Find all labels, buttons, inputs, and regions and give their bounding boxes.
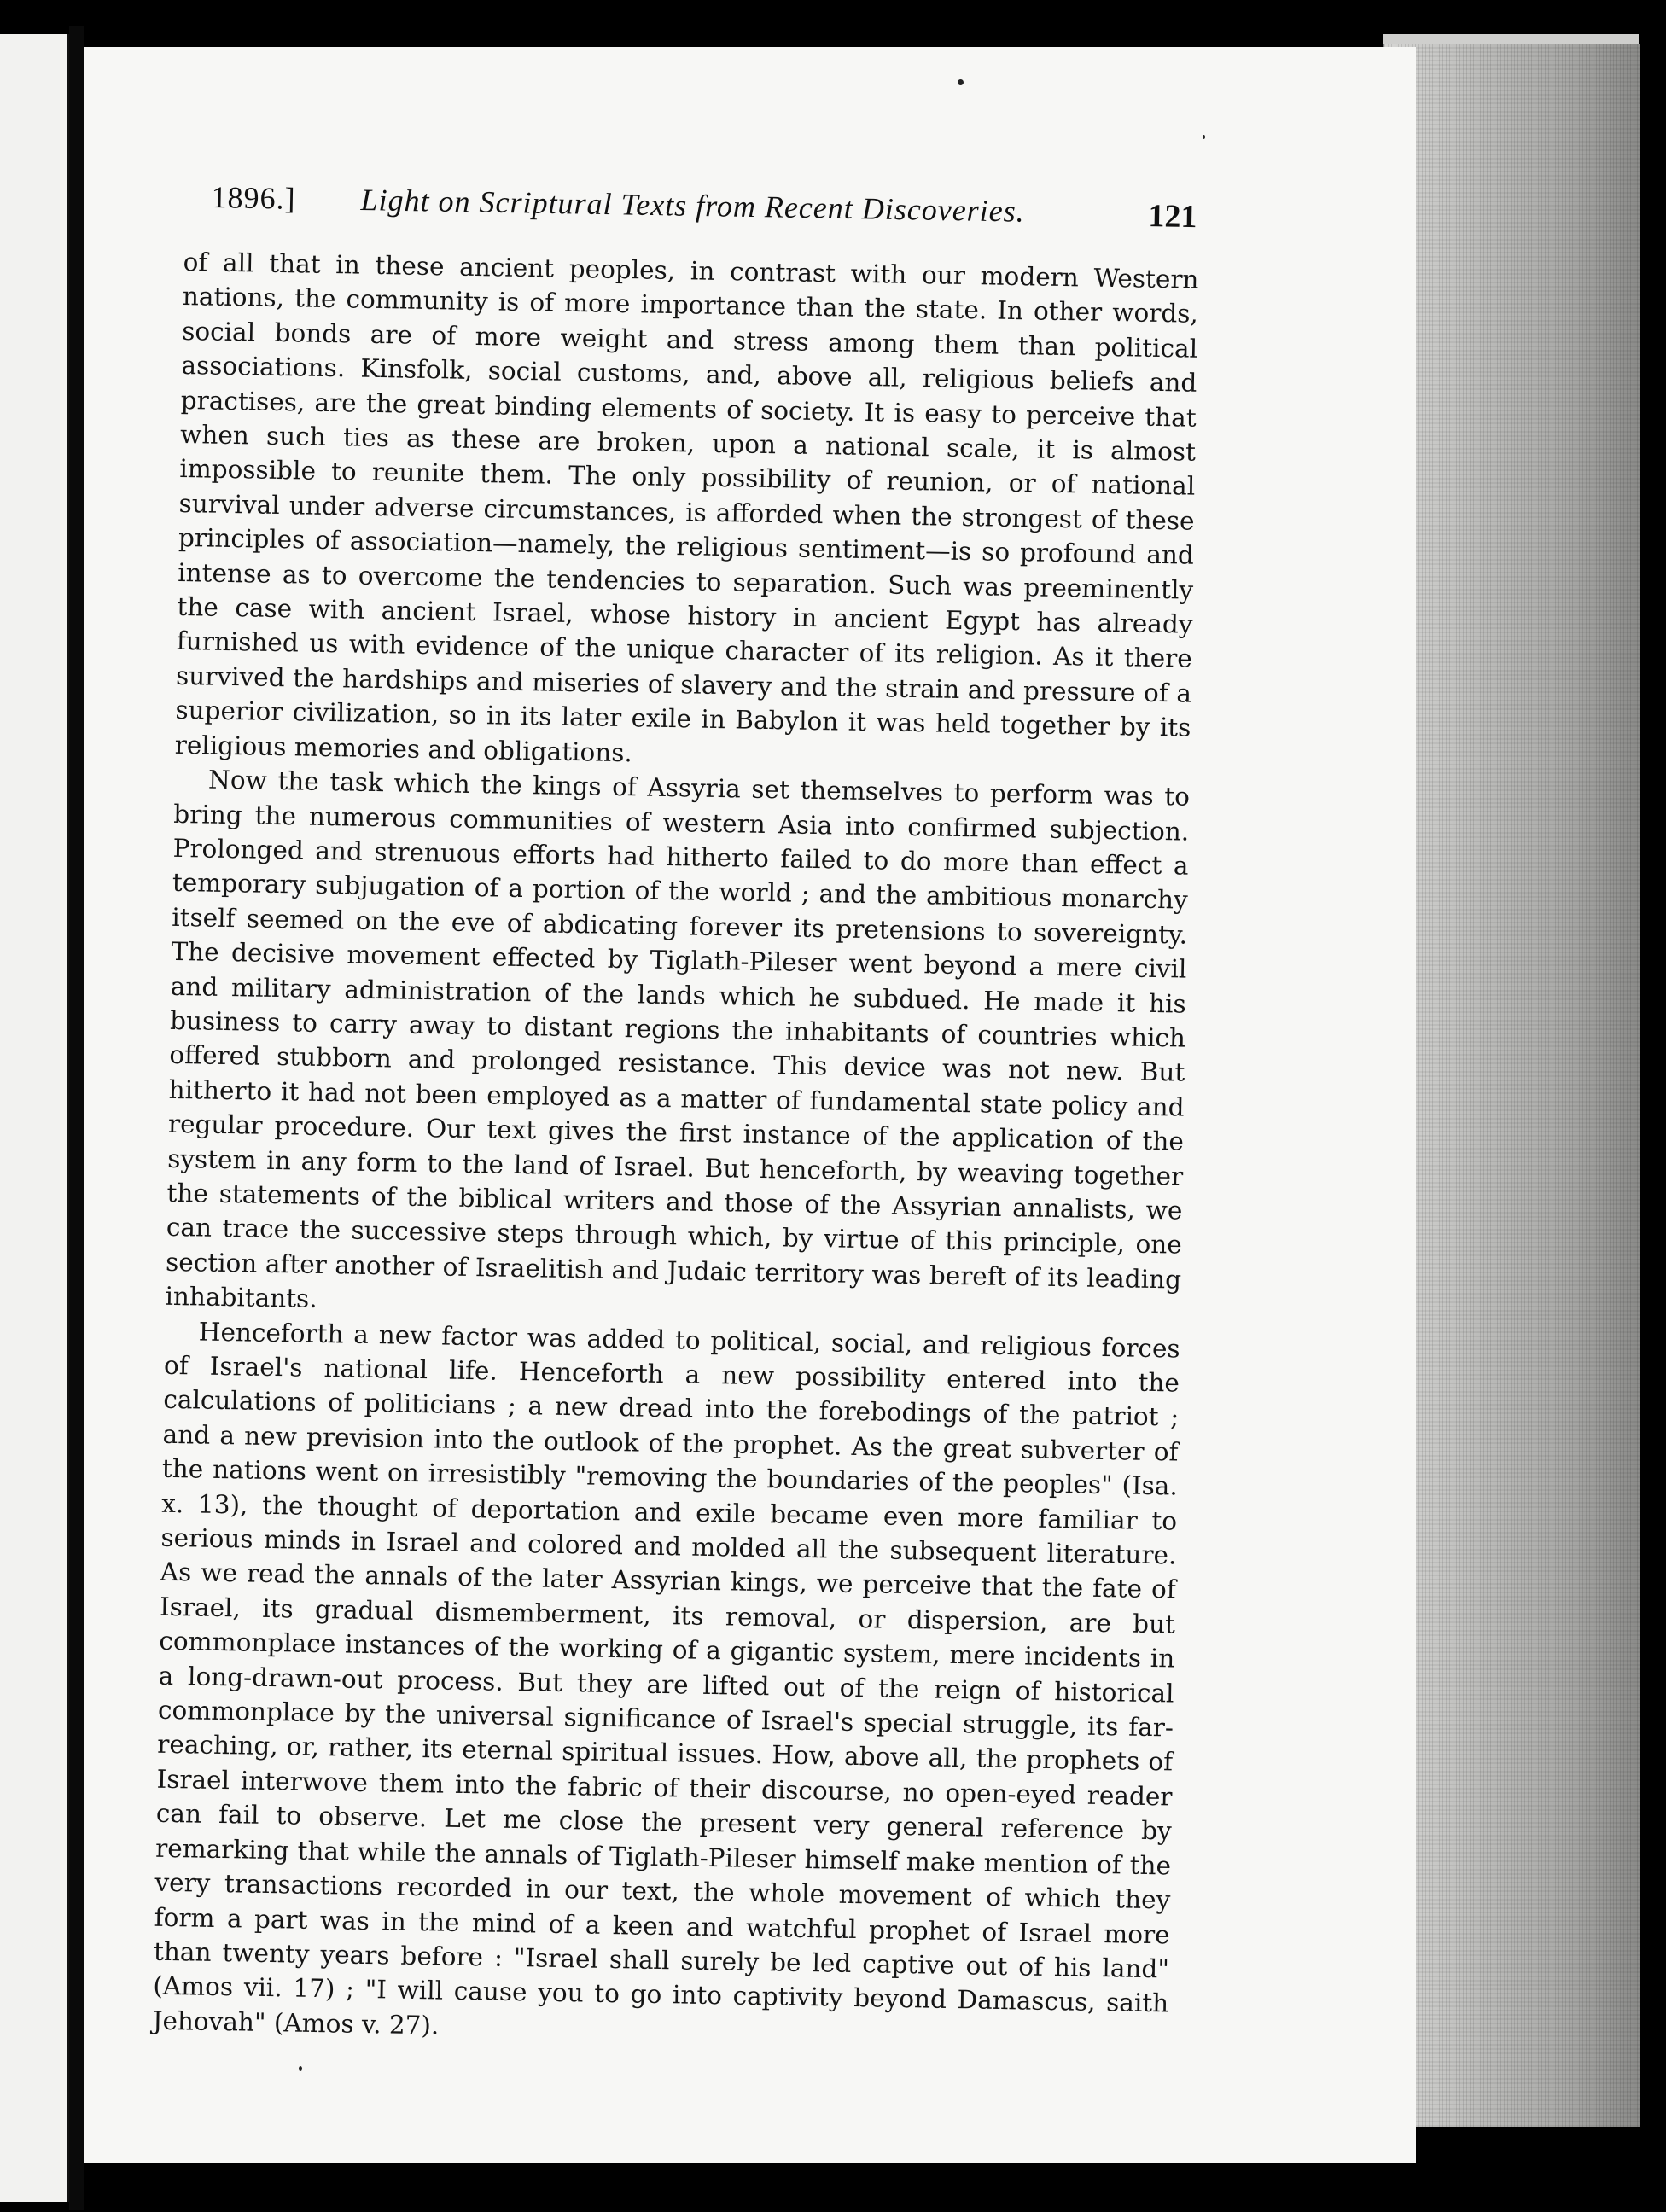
dust-speck	[299, 2066, 302, 2071]
dust-speck	[958, 79, 964, 85]
book-gutter	[69, 26, 84, 2210]
running-head-year: 1896.]	[211, 179, 296, 216]
page-block-edges	[1383, 44, 1640, 2127]
previous-page-edge	[0, 34, 69, 2202]
paragraph: Now the task which the kings of Assyria set themselves to perform was to bring the numerous communities of western Asia into confirmed subjection. Prolonged and strenuous efforts had hitherto failed to do more than effect a temporary subjugation of a portion of the world ; and the ambitious monarchy itself seemed on the eve of abdicating forever its pretensions to sovereignty. The decisive movement effected by Tiglath-Pileser went beyond a mere civil and military administration of the lands which he subdued. He made it his business to carry away to distant regions the inhabitants of countries which offered stubborn and prolonged resistance. This device was not new. But hitherto it had not been employed as a matter of fundamental state policy and regular procedure. Our text gives the first instance of the application of the system in any form to the land of Israel. But henceforth, by weaving together the statements of the biblical writers and those of the Assyrian annalists, we can trace the successive steps through which, by virtue of this principle, one section after another of Israelitish and Judaic territory was bereft of its leading inhabitants.	[165, 765, 1191, 1314]
paragraph: Henceforth a new factor was added to political, social, and religious forces of Israel's national life. Henceforth a new possibility entered into the calculations of politicians ; a new dread into the forebodings of the patriot ; and a new prevision into the outlook of the prophet. As the great subverter of the nations went on irresistibly "removing the boundaries of the peoples" (Isa. x. 13), the thought of deportation and exile became even more familiar to serious minds in Israel and colored and molded all the subsequent literature. As we read the annals of the later Assyrian kings, we perceive that the fate of Israel, its gradual dismemberment, its removal, or dispersion, are but commonplace instances of the working of a gigantic system, mere incidents in a long-drawn-out process. But they are lifted out of the reign of historical commonplace by the universal significance of Israel's special struggle, its far-reaching, or, rather, its eternal spiritual issues. How, above all, the prophets of Israel interwove them into the fabric of their discourse, no open-eyed reader can fail to observe. Let me close the present very general reference by remarking that while the annals of Tiglath-Pileser himself make mention of the very transactions recorded in our text, the whole movement of which they form a part was in the mind of a keen and watchful prophet of Israel more than twenty years before : "Israel shall surely be led captive out of his land" (Amos vii. 17) ; "I will cause you to go into captivity beyond Damascus, saith Jehovah" (Amos v. 27).	[152, 1317, 1180, 2040]
body-text	[152, 245, 1198, 2056]
running-head-title: Light on Scriptural Texts from Recent Discoveries.	[360, 183, 1026, 229]
paragraph: of all that in these ancient peoples, in contrast with our modern Western nations, the community is of more importance than the state. In other words, social bonds are of more weight and stress among them than political associations. Kinsfolk, social customs, and, above all, religious beliefs and practises, are the great binding elements of society. It is easy to perceive that when such ties as these are broken, upon a national scale, it is almost impossible to reunite them. The only possibility of reunion, or of national survival under adverse circumstances, is afforded when the strongest of these principles of association—namely, the religious sentiment—is so profound and intense as to overcome the tendencies to separation. Such was preeminently the case with ancient Israel, whose history in ancient Egypt has already furnished us with evidence of the unique character of its religion. As it there survived the hardships and miseries of slavery and the strain and pressure of a superior civilization, so in its later exile in Babylon it was held together by its religious memories and obligations.	[174, 247, 1199, 767]
page-number: 121	[1148, 198, 1197, 236]
dust-speck	[1203, 135, 1205, 139]
